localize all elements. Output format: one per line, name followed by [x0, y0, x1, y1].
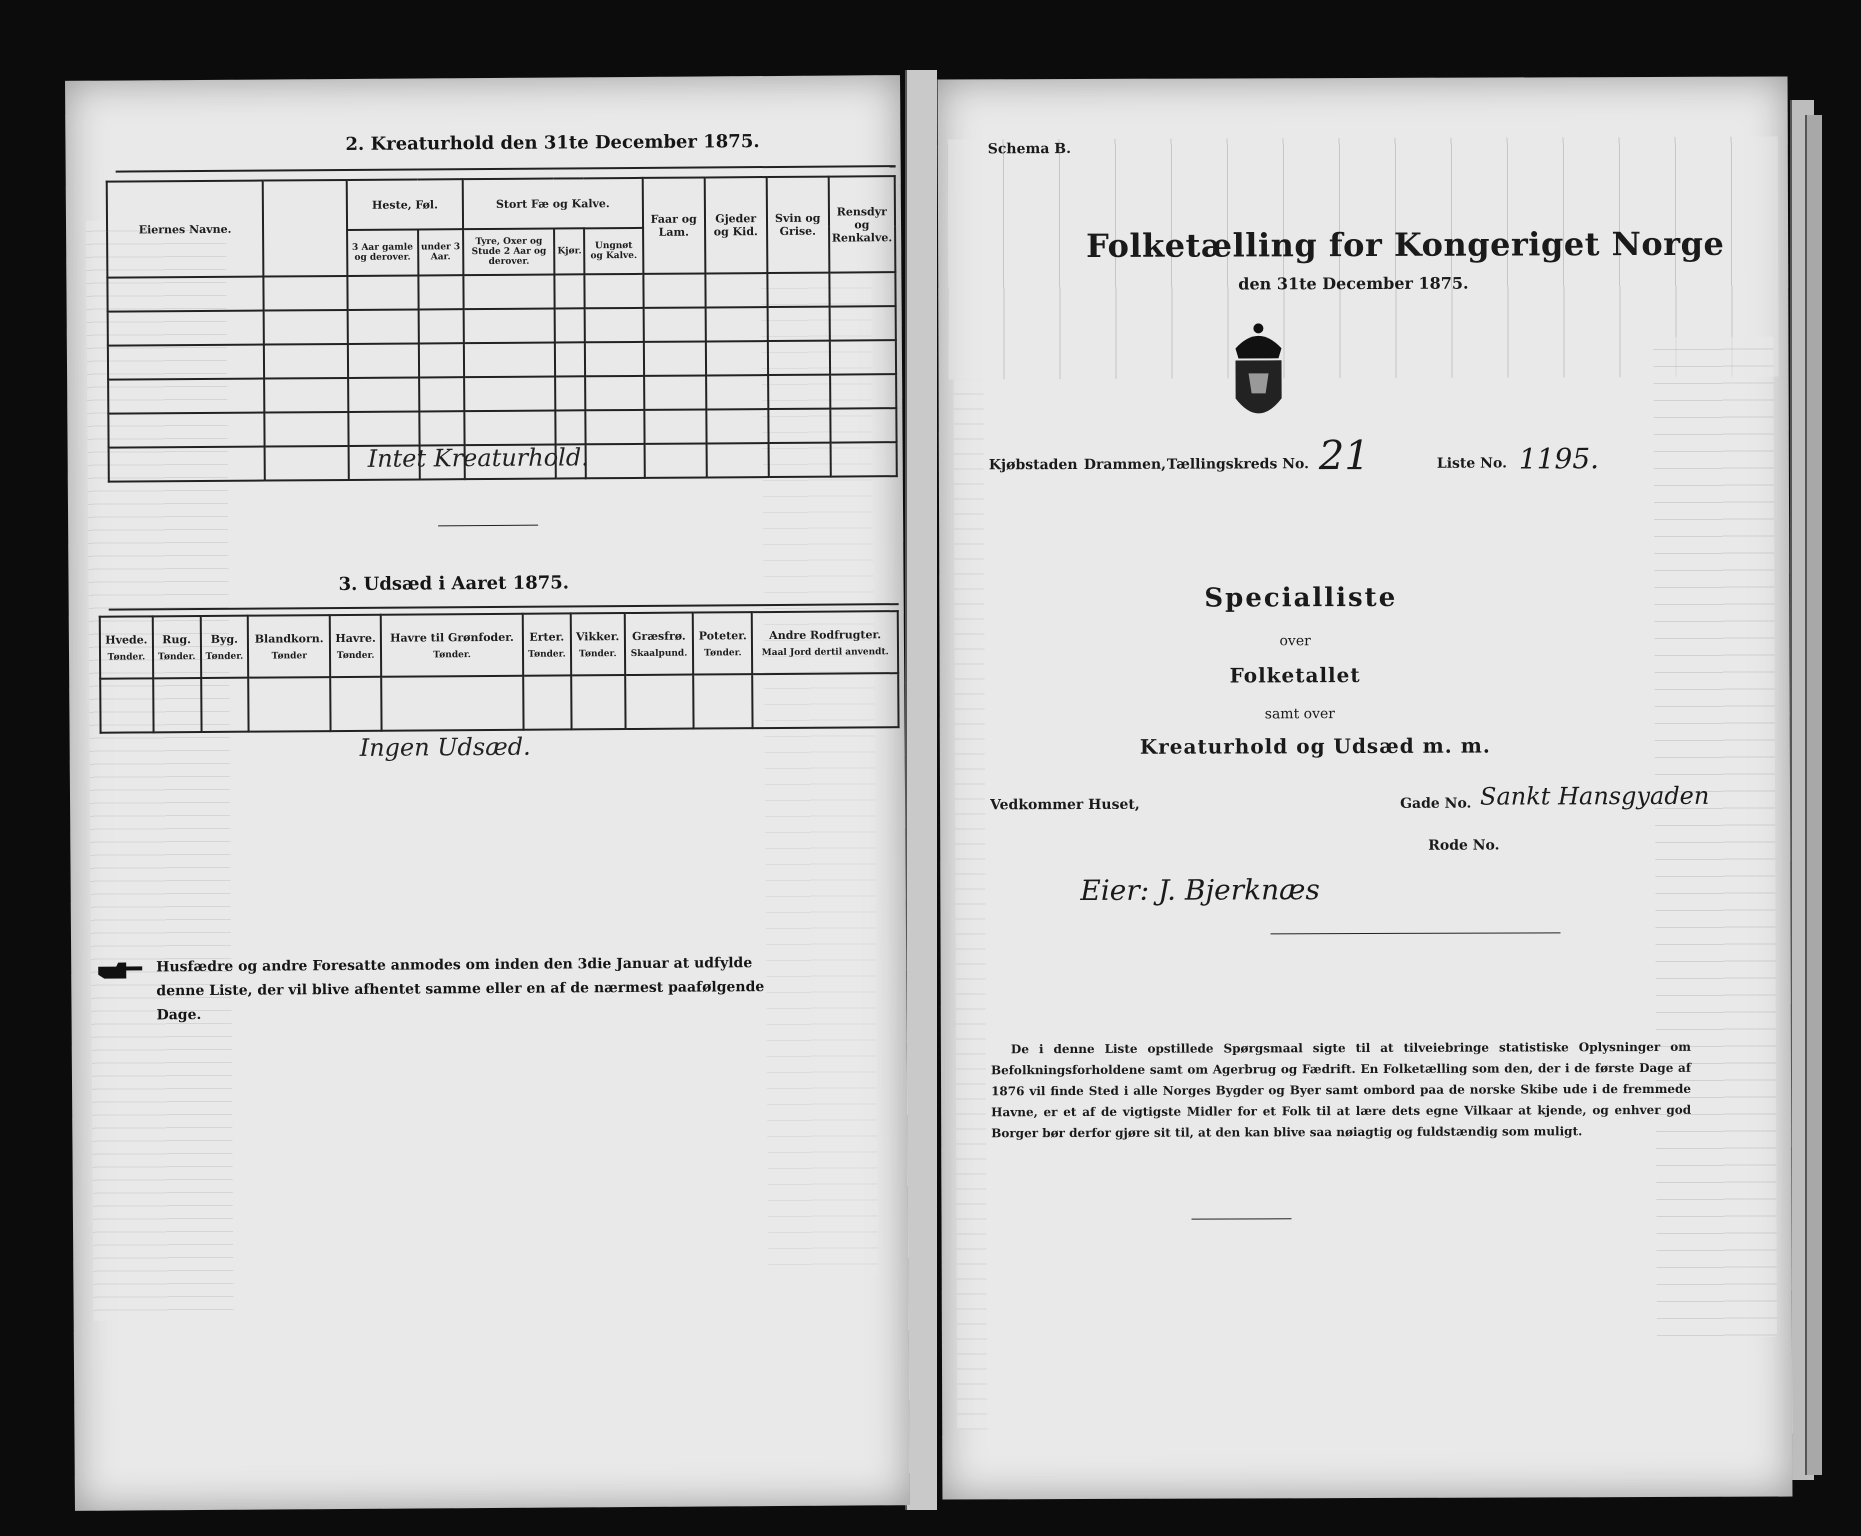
bleed-through-text: [1653, 337, 1776, 1337]
dash-rule: [438, 525, 538, 527]
pointing-hand-icon: [96, 960, 144, 980]
udsaed-col-name: Byg.: [210, 632, 238, 646]
table-row: [108, 340, 896, 380]
udsaed-col-unit: Tønder.: [107, 651, 146, 663]
kjobstaden-value: Drammen,: [1083, 456, 1167, 473]
gade-value: Sankt Hansgyaden: [1479, 781, 1710, 811]
udsaed-col-unit: Tønder.: [157, 651, 196, 662]
udsaed-col-name: Havre til Grønfoder.: [390, 630, 514, 645]
section3-title: 3. Udsæd i Aaret 1875.: [338, 572, 570, 596]
table-row: [100, 673, 898, 733]
udsaed-header-row: [100, 611, 898, 679]
udsaed-col-header: [100, 616, 153, 678]
gade-label: Gade No.: [1400, 795, 1472, 812]
stort-sub2: Kjør.: [554, 228, 584, 274]
footer-rule: [1192, 1218, 1292, 1219]
table-cell: [693, 674, 753, 728]
table-cell: [248, 677, 330, 732]
kreaturhold-heading: Kreaturhold og Udsæd m. m.: [1139, 733, 1491, 759]
udsaed-col-unit: Maal Jord dertil anvendt.: [761, 646, 889, 658]
heste-header: Heste, Føl.: [347, 179, 464, 230]
notice-text: Husfædre og andre Foresatte anmodes om inden den 3die Januar at udfylde denne Liste, der vil blive afhentet samme eller en af de nærmest paafølgende Dage.: [156, 955, 765, 1024]
udsaed-col-name: Poteter.: [698, 628, 747, 643]
udsaed-col-name: Andre Rodfrugter.: [769, 627, 882, 642]
udsaed-col-header: [693, 612, 753, 674]
liste-label: Liste No.: [1436, 455, 1507, 472]
udsaed-col-unit: Tønder.: [336, 650, 375, 661]
left-page: [65, 75, 910, 1511]
udsaed-col-name: Græsfrø.: [632, 629, 686, 643]
eier-value: Eier: J. Bjerknæs: [1080, 873, 1320, 907]
specialliste-heading: Specialliste: [1204, 582, 1398, 614]
table-cell: [381, 676, 523, 731]
heste-sub1: 3 Aar gamle og derover.: [347, 229, 418, 275]
udsaed-col-header: [153, 616, 201, 678]
udsaed-col-unit: Skaalpund.: [630, 648, 688, 659]
gjeder-header: Gjeder og Kid.: [704, 177, 767, 273]
bleed-through-text: [954, 379, 988, 1429]
page-edge: [1805, 115, 1822, 1475]
rode-label: Rode No.: [1428, 837, 1500, 854]
census-title: Folketælling for Kongeriget Norge: [1086, 224, 1725, 265]
kreds-value: 21: [1318, 432, 1370, 480]
udsaed-col-unit: Tønder.: [704, 647, 742, 658]
table-cell: [523, 675, 571, 729]
blank-col-header: [263, 180, 348, 277]
table-cell: [201, 678, 249, 732]
faar-header: Faar og Lam.: [642, 177, 705, 273]
owners-header: Eiernes Navne.: [107, 181, 264, 278]
kreds-label: Tællingskreds No.: [1166, 456, 1309, 473]
udsaed-col-unit: Tønder.: [433, 649, 471, 660]
udsaed-col-unit: Tønder.: [205, 651, 244, 662]
liste-value: 1195.: [1518, 442, 1600, 476]
table-cell: [153, 678, 201, 732]
udsaed-col-unit: Tønder.: [528, 648, 566, 660]
census-date: den 31te December 1875.: [1238, 273, 1469, 294]
udsaed-col-name: Havre.: [335, 631, 376, 645]
over-text: over: [1279, 633, 1311, 650]
udsaed-col-unit: Tønder.: [578, 648, 617, 659]
page-edge: [905, 70, 937, 1510]
udsaed-col-header: [200, 616, 248, 678]
kreaturhold-table: [106, 175, 898, 483]
udsaed-col-name: Hvede.: [105, 632, 148, 647]
samt-over-text: samt over: [1264, 706, 1335, 723]
table-row: [107, 272, 895, 312]
table-cell: [753, 673, 899, 728]
coat-of-arms-icon: [1223, 318, 1293, 428]
udsaed-col-name: Blandkorn.: [254, 631, 324, 646]
kreaturhold-handwritten-note: Intet Kreaturhold.: [367, 443, 589, 473]
udsaed-col-name: Rug.: [162, 632, 191, 646]
eier-rule: [1271, 932, 1561, 934]
udsaed-table: [99, 610, 900, 734]
svin-header: Svin og Grise.: [766, 177, 829, 273]
udsaed-col-header: [523, 613, 571, 675]
table-cell: [100, 678, 153, 732]
table-row: [108, 408, 896, 448]
rensdyr-header: Rensdyr og Renkalve.: [828, 176, 895, 272]
udsaed-col-header: [381, 614, 523, 677]
udsaed-col-header: [624, 613, 693, 675]
stort-fae-header: Stort Fæ og Kalve.: [463, 178, 643, 229]
table-cell: [330, 677, 381, 731]
folketallet-heading: Folketallet: [1229, 663, 1361, 688]
table-cell: [625, 675, 694, 729]
stort-sub3: Ungnøt og Kalve.: [584, 228, 643, 274]
footer-text: De i denne Liste opstillede Spørgsmaal sigte til at tilveiebringe statistiske Oplysninger om Befolkningsforholdene samt om Agerbrug og Fædrift. En Folketælling som den, der i de første Dage af 1876 vil finde Sted i alle Norges Bygder og Byer samt ombord paa de norske Skibe ude i de fremmede Havne, er et af de vigtigste Midler for et Folk til at lære dets egne Vilkaar at kjende, og enhver god Borger bør derfor gjøre sit til, at den kan blive saa nøiagtig og fuldstændig som muligt.: [990, 1039, 1692, 1141]
stort-sub1: Tyre, Oxer og Stude 2 Aar og derover.: [463, 229, 554, 276]
title-rule: [116, 165, 896, 172]
table-cell: [571, 675, 625, 729]
udsaed-handwritten-note: Ingen Udsæd.: [359, 732, 531, 762]
udsaed-col-header: [752, 611, 898, 674]
udsaed-col-name: Vikker.: [575, 629, 620, 643]
udsaed-col-unit: Tønder: [271, 650, 307, 662]
udsaed-col-name: Erter.: [529, 629, 565, 644]
udsaed-col-header: [330, 615, 381, 677]
udsaed-col-header: [248, 615, 330, 678]
kjobstaden-label: Kjøbstaden: [988, 457, 1078, 474]
vedkommer-label: Vedkommer Huset,: [990, 796, 1140, 814]
udsaed-col-header: [570, 613, 624, 675]
table-row: [108, 306, 896, 346]
heste-sub2: under 3 Aar.: [418, 229, 464, 275]
schema-label: Schema B.: [987, 141, 1071, 158]
right-page: [938, 77, 1793, 1500]
section2-title: 2. Kreaturhold den 31te December 1875.: [345, 131, 760, 155]
table-row: [108, 374, 896, 414]
